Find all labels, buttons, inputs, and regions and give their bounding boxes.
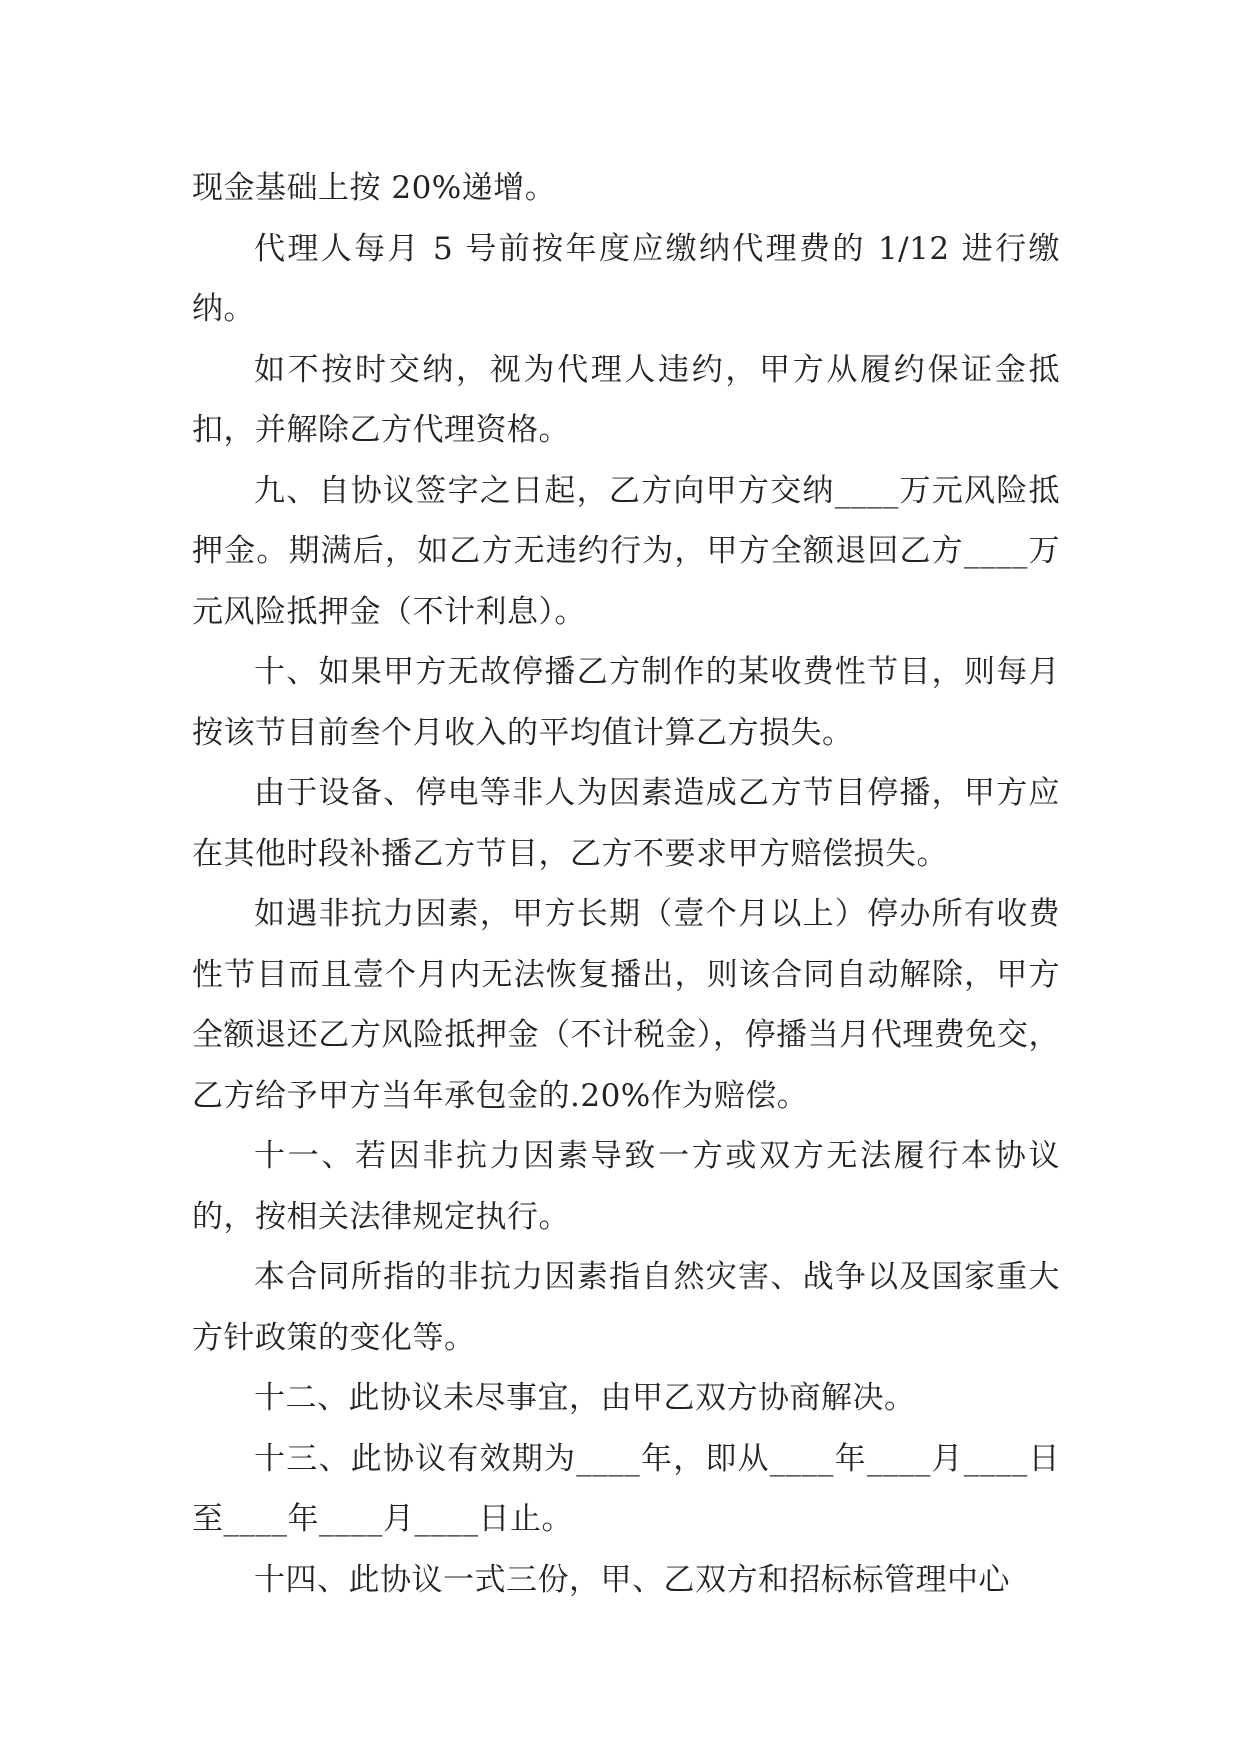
document-body xyxy=(192,158,1060,1610)
clause-11-force-majeure: 十一、若因非抗力因素导致一方或双方无法履行本协议的，按相关法律规定执行。 xyxy=(192,1138,1060,1235)
paragraph-payment-schedule: 代理人每月 5 号前按年度应缴纳代理费的 1/12 进行缴纳。 xyxy=(192,230,1060,327)
clause-9-deposit: 九、自协议签字之日起，乙方向甲方交纳____万元风险抵押金。期满后，如乙方无违约行为，甲方全额退回乙方____万元风险抵押金（不计利息）。 xyxy=(192,472,1060,630)
clause-14-copies: 十四、此协议一式三份，甲、乙双方和招标标管理中心 xyxy=(254,1561,1010,1598)
clause-12-unresolved-matters: 十二、此协议未尽事宜，由甲乙双方协商解决。 xyxy=(254,1380,916,1416)
paragraph-force-majeure-termination: 如遇非抗力因素，甲方长期（壹个月以上）停办所有收费性节目而且壹个月内无法恢复播出，则该合同自动解除，甲方全额退还乙方风险抵押金（不计税金），停播当月代理费免交，乙方给予甲方当年承包金的.20%作为赔偿。 xyxy=(192,896,1060,1114)
clause-10-suspension: 十、如果甲方无故停播乙方制作的某收费性节目，则每月按该节目前叁个月收入的平均值计算乙方损失。 xyxy=(192,654,1060,751)
paragraph-late-payment: 如不按时交纳，视为代理人违约，甲方从履约保证金抵扣，并解除乙方代理资格。 xyxy=(192,351,1060,448)
paragraph-continuation: 现金基础上按 20%递增。 xyxy=(192,170,557,206)
paragraph-force-majeure-definition: 本合同所指的非抗力因素指自然灾害、战争以及国家重大方针政策的变化等。 xyxy=(192,1259,1060,1356)
clause-13-validity-period: 十三、此协议有效期为____年，即从____年____月____日至____年____月____日止。 xyxy=(192,1440,1060,1537)
paragraph-equipment-failure: 由于设备、停电等非人为因素造成乙方节目停播，甲方应在其他时段补播乙方节目，乙方不要求甲方赔偿损失。 xyxy=(192,775,1060,872)
